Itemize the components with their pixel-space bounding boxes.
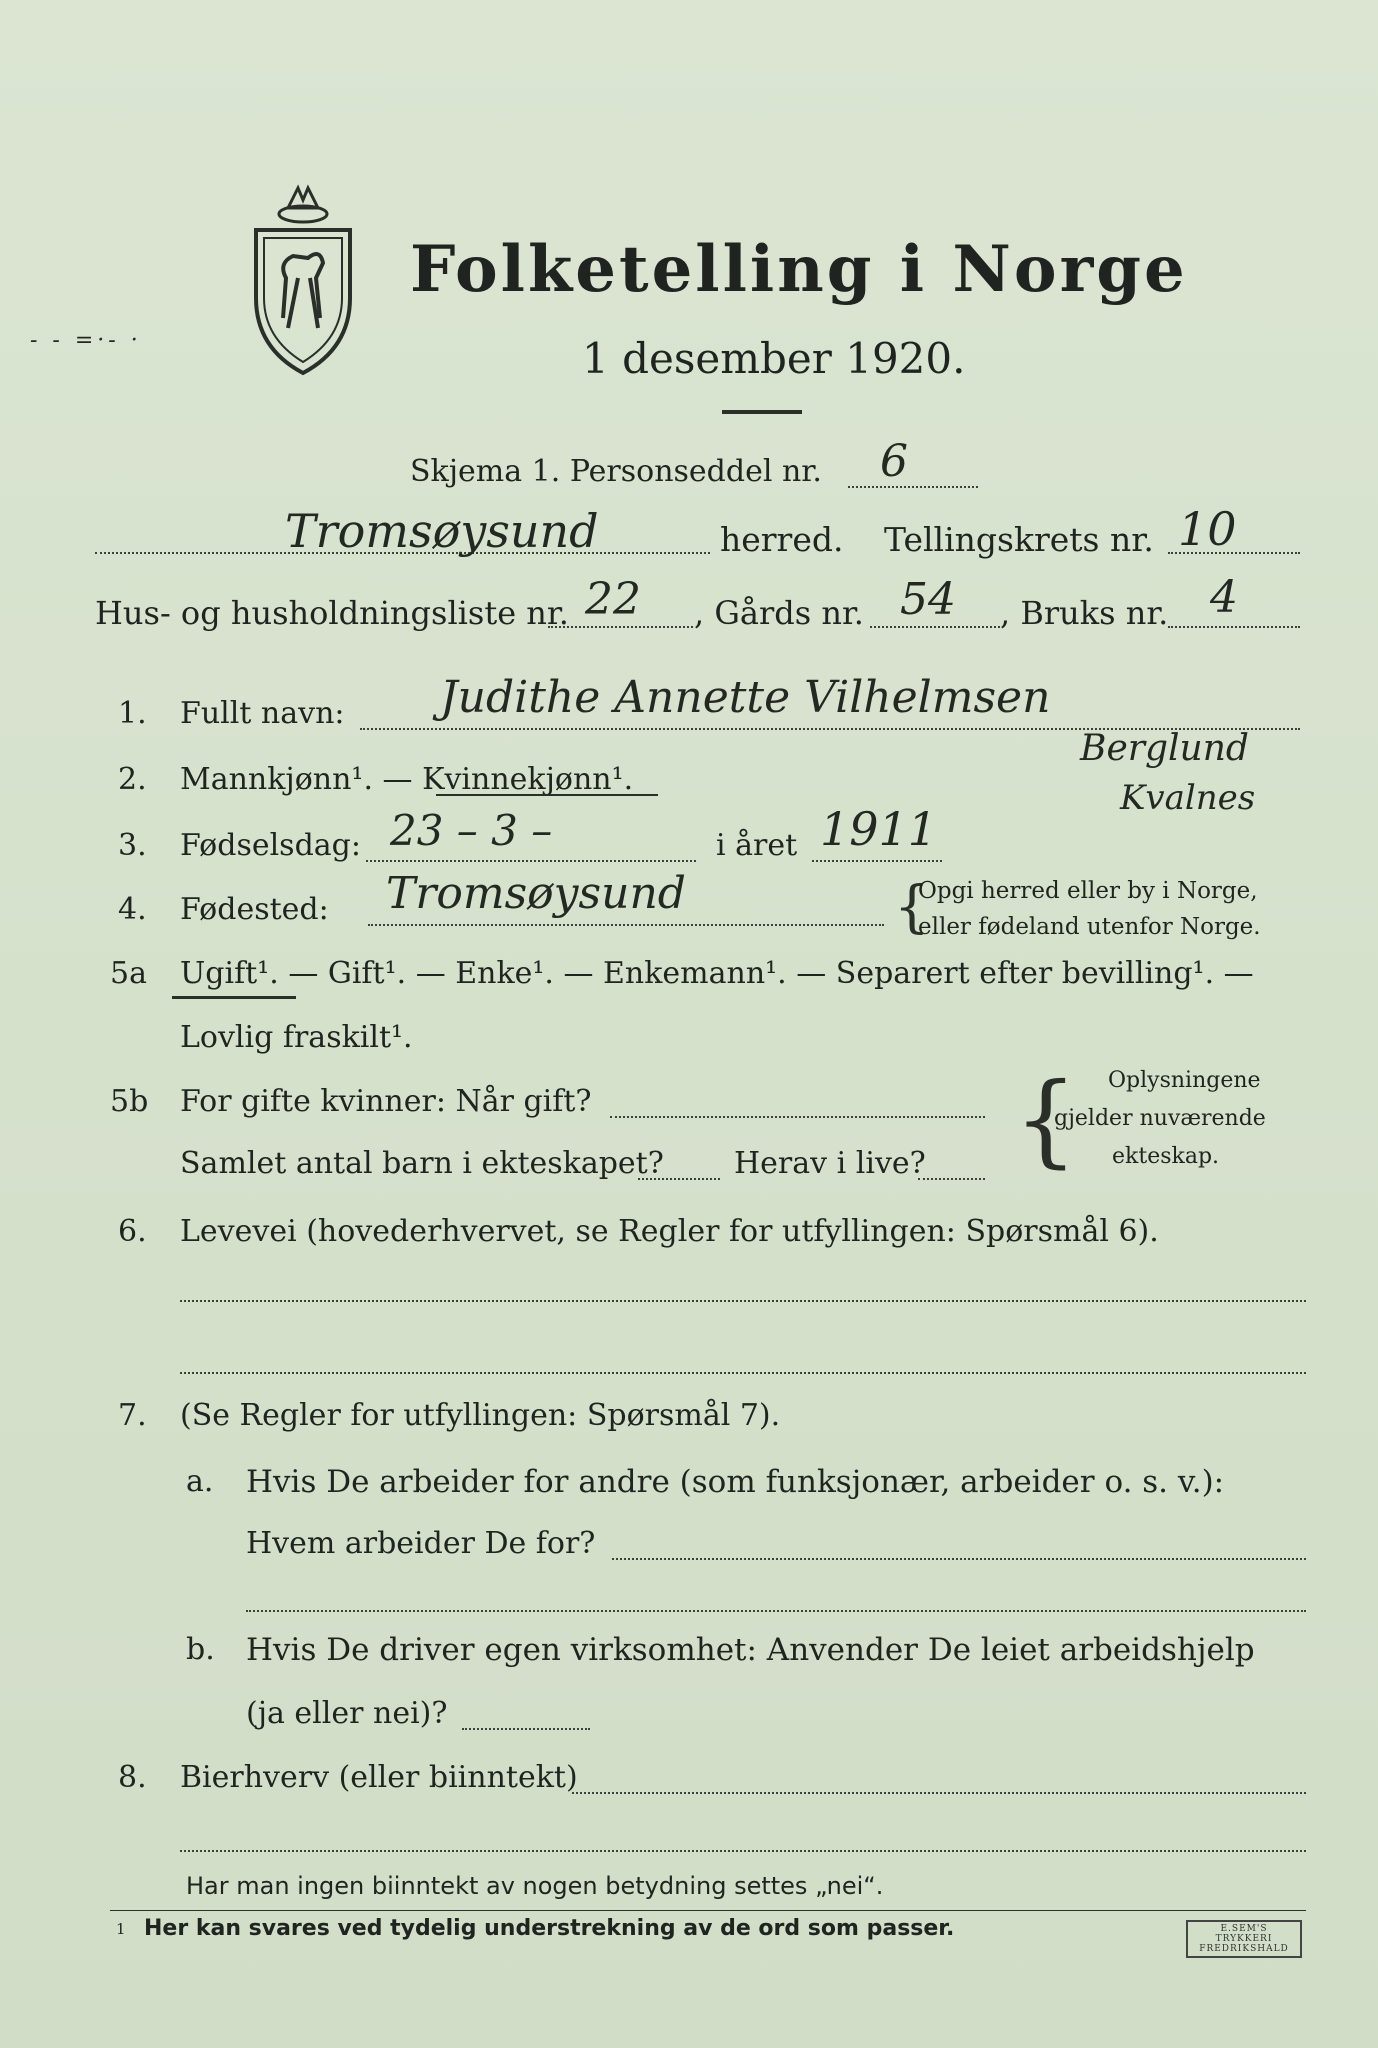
schema-field: [848, 486, 978, 488]
q7b-label-line2: (ja eller nei)?: [246, 1696, 448, 1731]
coat-of-arms-icon: [248, 178, 358, 378]
tellingskrets-value: 10: [1178, 502, 1237, 556]
q3-value: 23 – 3 –: [390, 806, 553, 855]
q5b-note-brace: {: [1014, 1061, 1078, 1178]
q5b-label-alive: Herav i live?: [734, 1146, 926, 1181]
q8-field-2: [180, 1850, 1306, 1852]
q2-underline-mark: [436, 794, 658, 796]
q4-number: 4.: [118, 892, 147, 927]
footer-divider: [110, 1910, 1306, 1911]
tellingskrets-label: Tellingskrets nr.: [884, 520, 1154, 559]
gards-value: 54: [900, 574, 956, 625]
margin-mark: - - =·- ·: [30, 328, 142, 353]
gards-label: , Gårds nr.: [694, 594, 864, 632]
q5a-number: 5a: [110, 956, 147, 991]
q4-note-brace: {: [894, 875, 930, 940]
q3-year-label: i året: [716, 828, 798, 863]
q4-label: Fødested:: [180, 892, 329, 927]
q8-number: 8.: [118, 1760, 147, 1795]
hus-label: Hus- og husholdningsliste nr.: [95, 594, 569, 632]
q7a-label: Hvis De arbeider for andre (som funksjonær, arbeider o. s. v.):: [246, 1464, 1225, 1500]
q3-year-field: [812, 860, 942, 862]
q5b-note-line3: ekteskap.: [1112, 1144, 1220, 1169]
schema-label: Skjema 1. Personseddel nr.: [410, 454, 822, 489]
gards-field: [870, 626, 1000, 628]
bruks-field: [1168, 626, 1300, 628]
q6-field-1: [180, 1300, 1306, 1302]
q6-field-2: [180, 1372, 1306, 1374]
q7b-number: b.: [186, 1632, 215, 1667]
q7a-number: a.: [186, 1464, 214, 1499]
herred-value: Tromsøysund: [285, 504, 599, 558]
printer-stamp: E.SEM'S TRYKKERI FREDRIKSHALD: [1186, 1920, 1302, 1958]
q7b-field: [462, 1728, 590, 1730]
q5b-note-line2: gjelder nuværende: [1054, 1106, 1266, 1131]
q5b-alive-field: [918, 1178, 985, 1180]
q6-number: 6.: [118, 1214, 147, 1249]
title-divider: [722, 410, 802, 414]
q6-label: Levevei (hovederhvervet, se Regler for utfyllingen: Spørsmål 6).: [180, 1214, 1159, 1249]
bruks-value: 4: [1210, 572, 1238, 623]
q8-note: Har man ingen biinntekt av nogen betydning settes „nei“.: [186, 1872, 884, 1900]
q1-value: Judithe Annette Vilhelmsen: [440, 672, 1051, 723]
q5a-label-line2: Lovlig fraskilt¹.: [180, 1020, 413, 1055]
q1-extra-place: Kvalnes: [1120, 778, 1256, 818]
q1-extra-surname: Berglund: [1080, 728, 1249, 769]
q8-field-1: [572, 1792, 1306, 1794]
q4-note-line1: Opgi herred eller by i Norge,: [918, 878, 1258, 904]
herred-label: herred.: [720, 520, 844, 559]
footnote-mark: 1: [116, 1920, 126, 1938]
q7b-label: Hvis De driver egen virksomhet: Anvender De leiet arbeidshjelp: [246, 1632, 1255, 1668]
hus-value: 22: [585, 574, 641, 625]
q7-label: (Se Regler for utfyllingen: Spørsmål 7).: [180, 1398, 781, 1433]
q5b-married-field: [610, 1116, 985, 1118]
q1-label: Fullt navn:: [180, 696, 345, 731]
bruks-label: , Bruks nr.: [1000, 594, 1169, 632]
q3-number: 3.: [118, 828, 147, 863]
q5a-underline-mark: [172, 996, 296, 999]
q7a-field-2: [246, 1610, 1306, 1612]
footnote-text: Her kan svares ved tydelig understrekning av de ord som passer.: [144, 1916, 955, 1941]
q1-number: 1.: [118, 696, 147, 731]
q4-value: Tromsøysund: [386, 868, 686, 919]
q5b-note-line1: Oplysningene: [1108, 1068, 1261, 1093]
q5b-label: For gifte kvinner: Når gift?: [180, 1084, 592, 1119]
q2-label: Mannkjønn¹. — Kvinnekjønn¹.: [180, 762, 634, 797]
form-title: Folketelling i Norge: [410, 232, 1188, 307]
q7-number: 7.: [118, 1398, 147, 1433]
q3-label: Fødselsdag:: [180, 828, 361, 863]
q5b-number: 5b: [110, 1084, 149, 1119]
form-date: 1 desember 1920.: [582, 334, 966, 383]
schema-value: 6: [880, 436, 908, 487]
hus-field: [548, 626, 693, 628]
q7a-field-1: [612, 1558, 1306, 1560]
q5a-label: Ugift¹. — Gift¹. — Enke¹. — Enkemann¹. — Separert efter bevilling¹. —: [180, 956, 1254, 991]
q4-field: [368, 924, 884, 926]
q5b-label-children: Samlet antal barn i ekteskapet?: [180, 1146, 664, 1181]
q3-year-value: 1911: [820, 802, 938, 856]
q3-field: [366, 860, 696, 862]
q7a-label-line2: Hvem arbeider De for?: [246, 1526, 596, 1561]
q8-label: Bierhverv (eller biinntekt): [180, 1760, 578, 1795]
q2-number: 2.: [118, 762, 147, 797]
q5b-children-field: [638, 1178, 720, 1180]
q4-note-line2: eller fødeland utenfor Norge.: [918, 914, 1261, 940]
